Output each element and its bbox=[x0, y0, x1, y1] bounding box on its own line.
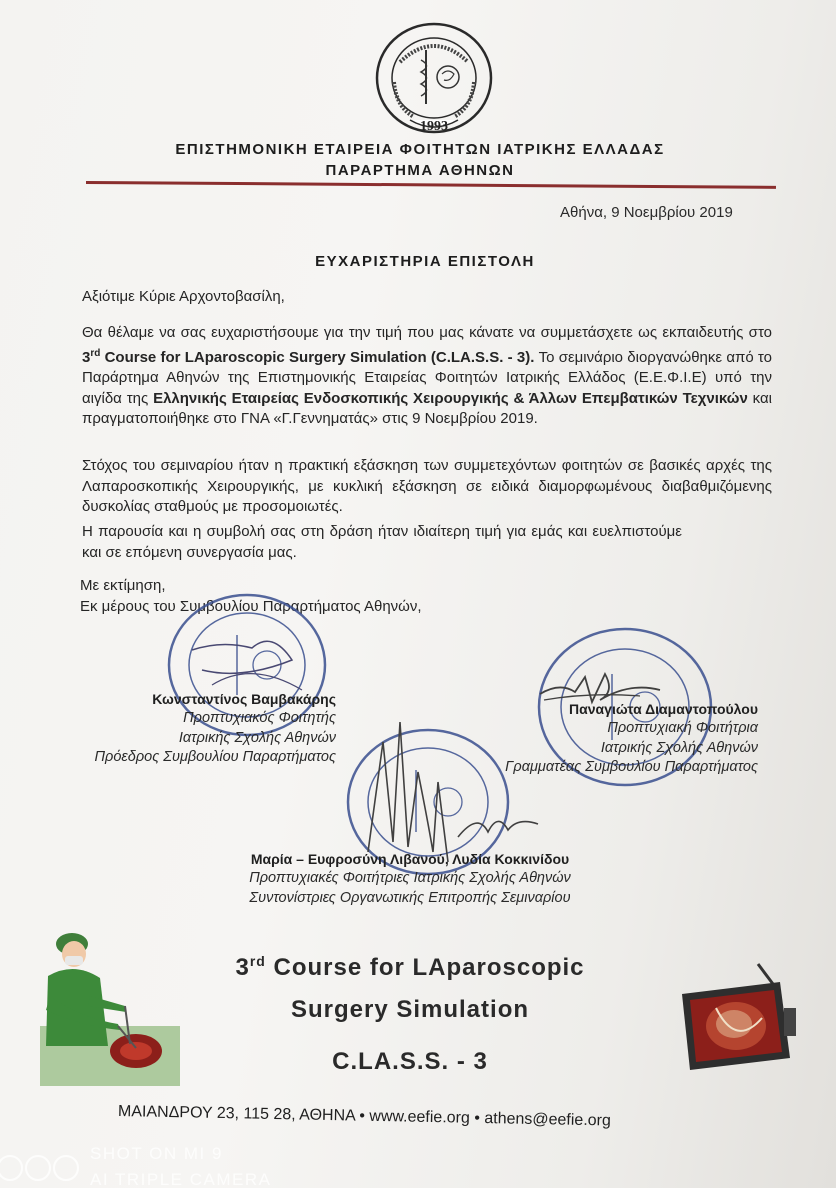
course-name: Course for LAparoscopic Surgery Simulation (C.LA.S.S. - 3). bbox=[100, 348, 535, 366]
signatory-bottom-names: Μαρία – Ευφροσύνη Λιβανού, Λυδία Κοκκινίδου bbox=[250, 851, 570, 867]
header-divider bbox=[86, 181, 776, 189]
signatory-right-role1: Προπτυχιακή Φοιτήτρια bbox=[607, 720, 758, 736]
letter-date: Αθήνα, 9 Νοεμβρίου 2019 bbox=[560, 204, 733, 221]
signatory-right-role2: Ιατρικής Σχολής Αθηνών bbox=[600, 739, 758, 756]
course-banner-line1 bbox=[180, 940, 640, 989]
course-banner-rest: Course for LAparoscopic bbox=[265, 954, 585, 981]
signatory-left-role1: Προπτυχιακός Φοιτητής bbox=[183, 710, 336, 726]
signatory-left bbox=[60, 691, 336, 768]
p1-text-b: Το σεμινάριο διοργανώθηκε από το Παράρτημα Αθηνών της Επιστημονικής Εταιρείας Φοιτητών Ιατρικής Ελλάδος (Ε.Ε.Φ.Ι.Ε) υπό την αιγίδα της bbox=[82, 348, 772, 407]
signatory-right bbox=[440, 701, 758, 778]
laparoscopy-monitor-illustration bbox=[676, 958, 804, 1076]
salutation: Αξιότιμε Κύριε Αρχοντοβασίλη, bbox=[82, 288, 285, 305]
p1-text-a: Θα θέλαμε να σας ευχαριστήσουμε για την τιμή που μας κάνατε να συμμετάσχετε ως εκπαιδευτής στο bbox=[82, 324, 772, 341]
p1-text-c: και πραγματοποιήθηκε στο ΓΝΑ «Γ.Γεννηματάς» στις 9 Νοεμβρίου 2019. bbox=[82, 389, 772, 427]
letter-title: ΕΥΧΑΡΙΣΤΗΡΙΑ ΕΠΙΣΤΟΛΗ bbox=[315, 253, 535, 270]
signatory-right-role3: Γραμματέας Συμβουλίου Παραρτήματος bbox=[505, 759, 758, 775]
society-name: Ελληνικής Εταιρείας Ενδοσκοπικής Χειρουργικής & Άλλων Επεμβατικών Τεχνικών bbox=[153, 389, 748, 407]
signatory-bottom-role1: Προπτυχιακές Φοιτήτριες Ιατρικής Σχολής Αθηνών bbox=[249, 870, 571, 886]
course-name-inline bbox=[82, 349, 534, 366]
paragraph-2: Στόχος του σεμιναρίου ήταν η πρακτική εξάσκηση των συμμετεχόντων φοιτητών σε βασικές αρχές της Λαπαροσκοπικής Χειρουργικής, με κυκλική εξάσκηση σε ειδικά διαμορφωμένους διαβαθμιζόμενης δυσκολίας σταθμούς με προσομοιωτές. bbox=[82, 457, 772, 515]
camera-watermark bbox=[0, 1140, 300, 1188]
branch-name: ΠΑΡΑΡΤΗΜΑ ΑΘΗΝΩΝ bbox=[325, 162, 515, 179]
signatory-bottom-role2: Συντονίστριες Οργανωτικής Επιτροπής Σεμιναρίου bbox=[249, 889, 571, 906]
course-banner bbox=[180, 940, 640, 1083]
closing-line-2: Εκ μέρους του Συμβουλίου Παραρτήματος Αθηνών, bbox=[80, 598, 422, 615]
signatory-left-role3: Πρόεδρος Συμβουλίου Παραρτήματος bbox=[94, 749, 336, 765]
camera-lens-icon bbox=[0, 1150, 80, 1184]
surgeon-illustration bbox=[30, 926, 185, 1088]
course-ordinal: 3 bbox=[82, 348, 91, 366]
watermark-line2: AI TRIPLE CAMERA bbox=[90, 1170, 272, 1188]
course-banner-num: 3 bbox=[235, 954, 250, 981]
closing-line-1: Με εκτίμηση, bbox=[80, 577, 166, 594]
paragraph-1 bbox=[82, 323, 772, 430]
course-banner-line2: Surgery Simulation bbox=[290, 996, 530, 1023]
paragraph-3: Η παρουσία και η συμβολή σας στη δράση ήταν ιδιαίτερη τιμή για εμάς και ευελπιστούμε και σε επόμενη συνεργασία μας. bbox=[82, 523, 682, 561]
signatory-left-role2: Ιατρικής Σχολής Αθηνών bbox=[178, 729, 336, 746]
logo-year: 1993 bbox=[420, 119, 448, 134]
signatory-bottom bbox=[170, 851, 650, 908]
footer-contact: ΜΑΙΑΝΔΡΟΥ 23, 115 28, ΑΘΗΝΑ • www.eefie.org • athens@eefie.org bbox=[117, 1103, 612, 1130]
signatory-left-name: Κωνσταντίνος Βαμβακάρης bbox=[152, 691, 336, 707]
signatory-right-name: Παναγιώτα Διαμαντοπούλου bbox=[569, 701, 758, 717]
course-banner-sup: rd bbox=[249, 953, 266, 969]
course-banner-line3: C.LA.S.S. - 3 bbox=[332, 1048, 488, 1075]
watermark-line1: SHOT ON MI 9 bbox=[90, 1144, 223, 1163]
course-ordinal-suffix: rd bbox=[90, 347, 101, 359]
society-logo bbox=[374, 22, 494, 137]
organization-name: ΕΠΙΣΤΗΜΟΝΙΚΗ ΕΤΑΙΡΕΙΑ ΦΟΙΤΗΤΩΝ ΙΑΤΡΙΚΗΣ ΕΛΛΑΔΑΣ bbox=[175, 141, 665, 158]
